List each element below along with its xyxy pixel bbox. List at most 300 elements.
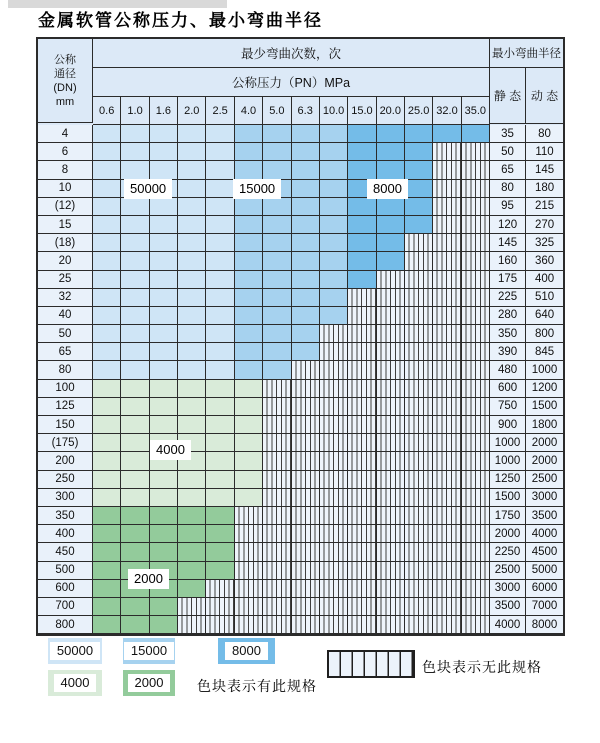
no-spec-cell — [348, 507, 376, 525]
dynamic-radius-cell: 510 — [526, 289, 563, 307]
spec-cell-8000 — [377, 216, 405, 234]
spec-cell-2000 — [93, 616, 121, 634]
spec-cell-15000 — [292, 198, 320, 216]
no-spec-cell — [292, 525, 320, 543]
no-spec-cell — [348, 434, 376, 452]
no-spec-cell — [377, 507, 405, 525]
dynamic-radius-cell: 3500 — [526, 507, 563, 525]
static-radius-cell: 3000 — [490, 580, 526, 598]
no-spec-cell — [377, 525, 405, 543]
spec-cell-50000 — [150, 143, 178, 161]
spec-cell-50000 — [121, 361, 149, 379]
no-spec-cell — [433, 343, 461, 361]
no-spec-cell — [462, 507, 490, 525]
spec-cell-4000 — [93, 434, 121, 452]
no-spec-cell — [405, 234, 433, 252]
spec-cell-15000 — [235, 361, 263, 379]
spec-cell-50000 — [93, 234, 121, 252]
no-spec-cell — [405, 307, 433, 325]
static-radius-cell: 65 — [490, 161, 526, 179]
dn-header-line: 通径 — [54, 67, 76, 80]
no-spec-cell — [348, 543, 376, 561]
spec-cell-2000 — [206, 562, 234, 580]
spec-cell-50000 — [121, 252, 149, 270]
spec-cell-4000 — [206, 434, 234, 452]
no-spec-cell — [462, 562, 490, 580]
dn-cell: 25 — [38, 271, 93, 289]
spec-cell-15000 — [320, 143, 348, 161]
page-title: 金属软管公称压力、最小弯曲半径 — [38, 11, 323, 31]
static-radius-cell: 1250 — [490, 471, 526, 489]
spec-cell-8000 — [405, 216, 433, 234]
no-spec-cell — [377, 434, 405, 452]
static-radius-cell: 4000 — [490, 616, 526, 634]
spec-cell-50000 — [121, 198, 149, 216]
spec-cell-15000 — [320, 216, 348, 234]
spec-cell-50000 — [150, 198, 178, 216]
dynamic-radius-cell: 110 — [526, 143, 563, 161]
legend-swatch-2000 — [123, 670, 175, 696]
no-spec-cell — [348, 380, 376, 398]
no-spec-cell — [320, 562, 348, 580]
legend-label: 2000 — [128, 674, 171, 692]
spec-cell-15000 — [235, 125, 263, 143]
dn-cell: 450 — [38, 543, 93, 561]
no-spec-cell — [263, 580, 291, 598]
no-spec-cell — [348, 489, 376, 507]
table-row — [38, 234, 563, 252]
static-radius-cell: 600 — [490, 380, 526, 398]
static-radius-cell: 2500 — [490, 562, 526, 580]
spec-cell-15000 — [263, 361, 291, 379]
spec-cell-8000 — [348, 216, 376, 234]
spec-cell-50000 — [121, 289, 149, 307]
no-spec-cell — [348, 562, 376, 580]
spec-cell-50000 — [121, 125, 149, 143]
spec-cell-4000 — [178, 471, 206, 489]
spec-cell-2000 — [206, 543, 234, 561]
no-spec-cell — [348, 598, 376, 616]
no-spec-cell — [320, 471, 348, 489]
spec-cell-8000 — [462, 125, 490, 143]
spec-cell-50000 — [93, 307, 121, 325]
pressure-col-header: 32.0 — [433, 97, 461, 125]
spec-cell-50000 — [150, 307, 178, 325]
no-spec-cell — [433, 380, 461, 398]
no-spec-cell — [462, 398, 490, 416]
table-row — [38, 380, 563, 398]
table-row — [38, 343, 563, 361]
zone-label-8000: 8000 — [367, 179, 408, 199]
no-spec-cell — [405, 598, 433, 616]
spec-cell-15000 — [263, 216, 291, 234]
spec-cell-2000 — [178, 543, 206, 561]
spec-cell-50000 — [93, 271, 121, 289]
no-spec-cell — [206, 598, 234, 616]
no-spec-cell — [377, 489, 405, 507]
static-radius-cell: 2250 — [490, 543, 526, 561]
spec-cell-15000 — [320, 125, 348, 143]
no-spec-cell — [320, 416, 348, 434]
spec-cell-50000 — [93, 198, 121, 216]
spec-cell-4000 — [121, 416, 149, 434]
spec-cell-15000 — [263, 252, 291, 270]
static-radius-cell: 350 — [490, 325, 526, 343]
table-body — [38, 125, 563, 634]
spec-cell-4000 — [235, 452, 263, 470]
spec-cell-4000 — [178, 380, 206, 398]
spec-cell-50000 — [206, 180, 234, 198]
no-spec-cell — [405, 507, 433, 525]
spec-cell-50000 — [206, 143, 234, 161]
legend-label: 15000 — [124, 642, 174, 660]
no-spec-cell — [292, 398, 320, 416]
spec-cell-50000 — [178, 289, 206, 307]
spec-cell-4000 — [93, 380, 121, 398]
dn-cell: (175) — [38, 434, 93, 452]
table-row — [38, 543, 563, 561]
spec-cell-2000 — [121, 598, 149, 616]
spec-cell-50000 — [93, 125, 121, 143]
pressure-col-header: 1.6 — [150, 97, 178, 125]
spec-cell-50000 — [178, 307, 206, 325]
no-spec-cell — [178, 616, 206, 634]
no-spec-cell — [348, 452, 376, 470]
spec-cell-4000 — [150, 471, 178, 489]
spec-cell-15000 — [263, 271, 291, 289]
spec-cell-15000 — [235, 198, 263, 216]
no-spec-cell — [263, 380, 291, 398]
spec-cell-4000 — [121, 398, 149, 416]
no-spec-cell — [405, 434, 433, 452]
no-spec-cell — [405, 325, 433, 343]
dynamic-radius-cell: 1000 — [526, 361, 563, 379]
no-spec-cell — [433, 161, 461, 179]
zone-label-2000: 2000 — [128, 569, 169, 589]
no-spec-cell — [320, 398, 348, 416]
spec-cell-15000 — [292, 161, 320, 179]
spec-cell-4000 — [93, 452, 121, 470]
spec-cell-2000 — [93, 525, 121, 543]
spec-cell-15000 — [263, 161, 291, 179]
spec-cell-50000 — [206, 361, 234, 379]
static-radius-cell: 900 — [490, 416, 526, 434]
spec-cell-15000 — [320, 161, 348, 179]
spec-cell-50000 — [206, 325, 234, 343]
radius-group — [490, 39, 563, 125]
spec-cell-15000 — [292, 343, 320, 361]
no-spec-cell — [405, 252, 433, 270]
spec-cell-15000 — [263, 143, 291, 161]
spec-cell-15000 — [263, 289, 291, 307]
spec-cell-50000 — [150, 289, 178, 307]
spec-table — [36, 37, 565, 636]
spec-cell-4000 — [93, 398, 121, 416]
spec-cell-50000 — [93, 325, 121, 343]
no-spec-cell — [433, 507, 461, 525]
dynamic-radius-cell: 2000 — [526, 452, 563, 470]
no-spec-cell — [433, 543, 461, 561]
no-spec-cell — [292, 416, 320, 434]
spec-cell-50000 — [121, 307, 149, 325]
spec-cell-2000 — [178, 580, 206, 598]
no-spec-cell — [263, 398, 291, 416]
spec-cell-50000 — [206, 289, 234, 307]
no-spec-cell — [348, 471, 376, 489]
table-row — [38, 325, 563, 343]
dn-header-line: 公称 — [54, 53, 76, 66]
no-spec-cell — [348, 525, 376, 543]
spec-cell-2000 — [121, 525, 149, 543]
no-spec-cell — [320, 525, 348, 543]
spec-cell-50000 — [206, 343, 234, 361]
spec-cell-15000 — [263, 343, 291, 361]
spec-cell-15000 — [292, 252, 320, 270]
no-spec-cell — [405, 580, 433, 598]
spec-cell-15000 — [292, 143, 320, 161]
spec-cell-2000 — [93, 543, 121, 561]
legend-has-spec-text: 色块表示有此规格 — [197, 678, 317, 694]
static-radius-cell: 390 — [490, 343, 526, 361]
spec-cell-50000 — [206, 307, 234, 325]
no-spec-cell — [263, 416, 291, 434]
dn-cell: 15 — [38, 216, 93, 234]
no-spec-cell — [263, 452, 291, 470]
no-spec-cell — [292, 598, 320, 616]
no-spec-cell — [377, 562, 405, 580]
spec-cell-4000 — [178, 416, 206, 434]
dn-header-line: mm — [55, 95, 75, 108]
spec-cell-50000 — [178, 143, 206, 161]
spec-cell-15000 — [292, 307, 320, 325]
spec-cell-4000 — [150, 416, 178, 434]
spec-cell-50000 — [121, 343, 149, 361]
static-radius-cell: 750 — [490, 398, 526, 416]
dn-cell: 600 — [38, 580, 93, 598]
pressure-col-header: 1.0 — [121, 97, 149, 125]
table-row — [38, 125, 563, 143]
no-spec-cell — [405, 343, 433, 361]
pressure-col-header: 10.0 — [320, 97, 348, 125]
no-spec-cell — [235, 580, 263, 598]
spec-cell-15000 — [320, 180, 348, 198]
spec-cell-8000 — [405, 161, 433, 179]
no-spec-cell — [433, 434, 461, 452]
no-spec-cell — [348, 361, 376, 379]
zone-label-15000: 15000 — [233, 179, 281, 199]
no-spec-cell — [263, 471, 291, 489]
dn-cell: 32 — [38, 289, 93, 307]
dynamic-header: 动 态 — [526, 68, 563, 124]
spec-cell-50000 — [178, 125, 206, 143]
spec-cell-2000 — [93, 580, 121, 598]
no-spec-cell — [292, 489, 320, 507]
no-spec-cell — [462, 307, 490, 325]
dynamic-radius-cell: 2000 — [526, 434, 563, 452]
dynamic-radius-cell: 2500 — [526, 471, 563, 489]
spec-cell-15000 — [263, 234, 291, 252]
legend-no-spec-text: 色块表示无此规格 — [422, 659, 542, 675]
spec-cell-8000 — [377, 125, 405, 143]
no-spec-cell — [462, 361, 490, 379]
dn-cell: 200 — [38, 452, 93, 470]
spec-cell-2000 — [178, 507, 206, 525]
spec-cell-8000 — [377, 234, 405, 252]
dn-cell: 65 — [38, 343, 93, 361]
spec-cell-50000 — [150, 271, 178, 289]
table-row — [38, 198, 563, 216]
no-spec-cell — [433, 180, 461, 198]
spec-cell-8000 — [348, 143, 376, 161]
spec-cell-4000 — [235, 471, 263, 489]
spec-cell-15000 — [263, 125, 291, 143]
no-spec-cell — [433, 198, 461, 216]
spec-cell-4000 — [206, 452, 234, 470]
no-spec-cell — [320, 543, 348, 561]
static-radius-cell: 1000 — [490, 434, 526, 452]
table-row — [38, 507, 563, 525]
no-spec-cell — [377, 580, 405, 598]
no-spec-cell — [377, 598, 405, 616]
pressure-col-header: 4.0 — [235, 97, 263, 125]
spec-cell-50000 — [93, 361, 121, 379]
dn-cell: (12) — [38, 198, 93, 216]
spec-cell-4000 — [93, 471, 121, 489]
table-row — [38, 271, 563, 289]
spec-cell-50000 — [178, 361, 206, 379]
spec-cell-4000 — [206, 489, 234, 507]
bend-times-group — [93, 39, 490, 125]
spec-cell-4000 — [235, 434, 263, 452]
no-spec-cell — [433, 598, 461, 616]
spec-cell-4000 — [206, 416, 234, 434]
no-spec-cell — [462, 616, 490, 634]
no-spec-cell — [377, 452, 405, 470]
zone-label-50000: 50000 — [124, 179, 172, 199]
pressure-col-header: 25.0 — [405, 97, 433, 125]
spec-cell-50000 — [178, 161, 206, 179]
static-radius-cell: 480 — [490, 361, 526, 379]
no-spec-cell — [206, 616, 234, 634]
spec-cell-4000 — [121, 434, 149, 452]
spec-cell-8000 — [377, 252, 405, 270]
no-spec-cell — [292, 543, 320, 561]
no-spec-cell — [377, 343, 405, 361]
dynamic-radius-cell: 1800 — [526, 416, 563, 434]
dynamic-radius-cell: 360 — [526, 252, 563, 270]
pressure-col-header: 20.0 — [377, 97, 405, 125]
spec-cell-50000 — [206, 234, 234, 252]
dn-cell: 400 — [38, 525, 93, 543]
pressure-header: 公称压力（PN）MPa — [93, 68, 490, 97]
dynamic-radius-cell: 80 — [526, 125, 563, 143]
dynamic-radius-cell: 1500 — [526, 398, 563, 416]
no-spec-cell — [462, 216, 490, 234]
spec-cell-8000 — [377, 198, 405, 216]
spec-cell-50000 — [93, 161, 121, 179]
spec-cell-15000 — [235, 252, 263, 270]
spec-cell-50000 — [178, 252, 206, 270]
pressure-col-header: 6.3 — [292, 97, 320, 125]
no-spec-cell — [292, 380, 320, 398]
table-row — [38, 525, 563, 543]
no-spec-cell — [433, 325, 461, 343]
spec-cell-8000 — [405, 125, 433, 143]
dynamic-radius-cell: 145 — [526, 161, 563, 179]
spec-cell-8000 — [348, 161, 376, 179]
spec-cell-2000 — [150, 507, 178, 525]
spec-cell-50000 — [93, 289, 121, 307]
static-radius-cell: 1000 — [490, 452, 526, 470]
spec-cell-50000 — [93, 252, 121, 270]
no-spec-cell — [405, 380, 433, 398]
no-spec-cell — [292, 507, 320, 525]
no-spec-cell — [433, 252, 461, 270]
dn-cell: 125 — [38, 398, 93, 416]
no-spec-cell — [263, 543, 291, 561]
no-spec-cell — [263, 598, 291, 616]
no-spec-cell — [235, 562, 263, 580]
legend-label: 4000 — [54, 674, 97, 692]
no-spec-cell — [206, 580, 234, 598]
dynamic-radius-cell: 800 — [526, 325, 563, 343]
no-spec-cell — [377, 398, 405, 416]
dn-cell: 8 — [38, 161, 93, 179]
spec-cell-15000 — [292, 216, 320, 234]
no-spec-cell — [405, 361, 433, 379]
spec-cell-15000 — [292, 180, 320, 198]
no-spec-cell — [433, 616, 461, 634]
no-spec-cell — [433, 289, 461, 307]
dynamic-radius-cell: 6000 — [526, 580, 563, 598]
pressure-col-header: 2.0 — [178, 97, 206, 125]
no-spec-cell — [235, 543, 263, 561]
no-spec-cell — [377, 289, 405, 307]
no-spec-cell — [348, 307, 376, 325]
table-header — [38, 39, 563, 125]
spec-cell-15000 — [320, 289, 348, 307]
static-radius-cell: 2000 — [490, 525, 526, 543]
dn-cell: 10 — [38, 180, 93, 198]
spec-cell-15000 — [235, 325, 263, 343]
spec-cell-8000 — [405, 198, 433, 216]
dn-cell: 250 — [38, 471, 93, 489]
table-row — [38, 143, 563, 161]
no-spec-cell — [292, 562, 320, 580]
spec-cell-4000 — [150, 398, 178, 416]
spec-cell-8000 — [377, 143, 405, 161]
no-spec-cell — [405, 271, 433, 289]
dn-cell: 150 — [38, 416, 93, 434]
spec-cell-50000 — [121, 325, 149, 343]
dn-cell: 700 — [38, 598, 93, 616]
no-spec-cell — [292, 361, 320, 379]
spec-cell-15000 — [235, 307, 263, 325]
no-spec-cell — [348, 416, 376, 434]
spec-cell-50000 — [93, 143, 121, 161]
static-radius-cell: 175 — [490, 271, 526, 289]
dn-cell: 800 — [38, 616, 93, 634]
no-spec-cell — [320, 380, 348, 398]
spec-cell-50000 — [178, 180, 206, 198]
no-spec-cell — [462, 252, 490, 270]
spec-cell-50000 — [206, 125, 234, 143]
dn-cell: 500 — [38, 562, 93, 580]
spec-cell-8000 — [348, 198, 376, 216]
spec-cell-15000 — [263, 307, 291, 325]
spec-cell-15000 — [235, 271, 263, 289]
dn-cell: 40 — [38, 307, 93, 325]
